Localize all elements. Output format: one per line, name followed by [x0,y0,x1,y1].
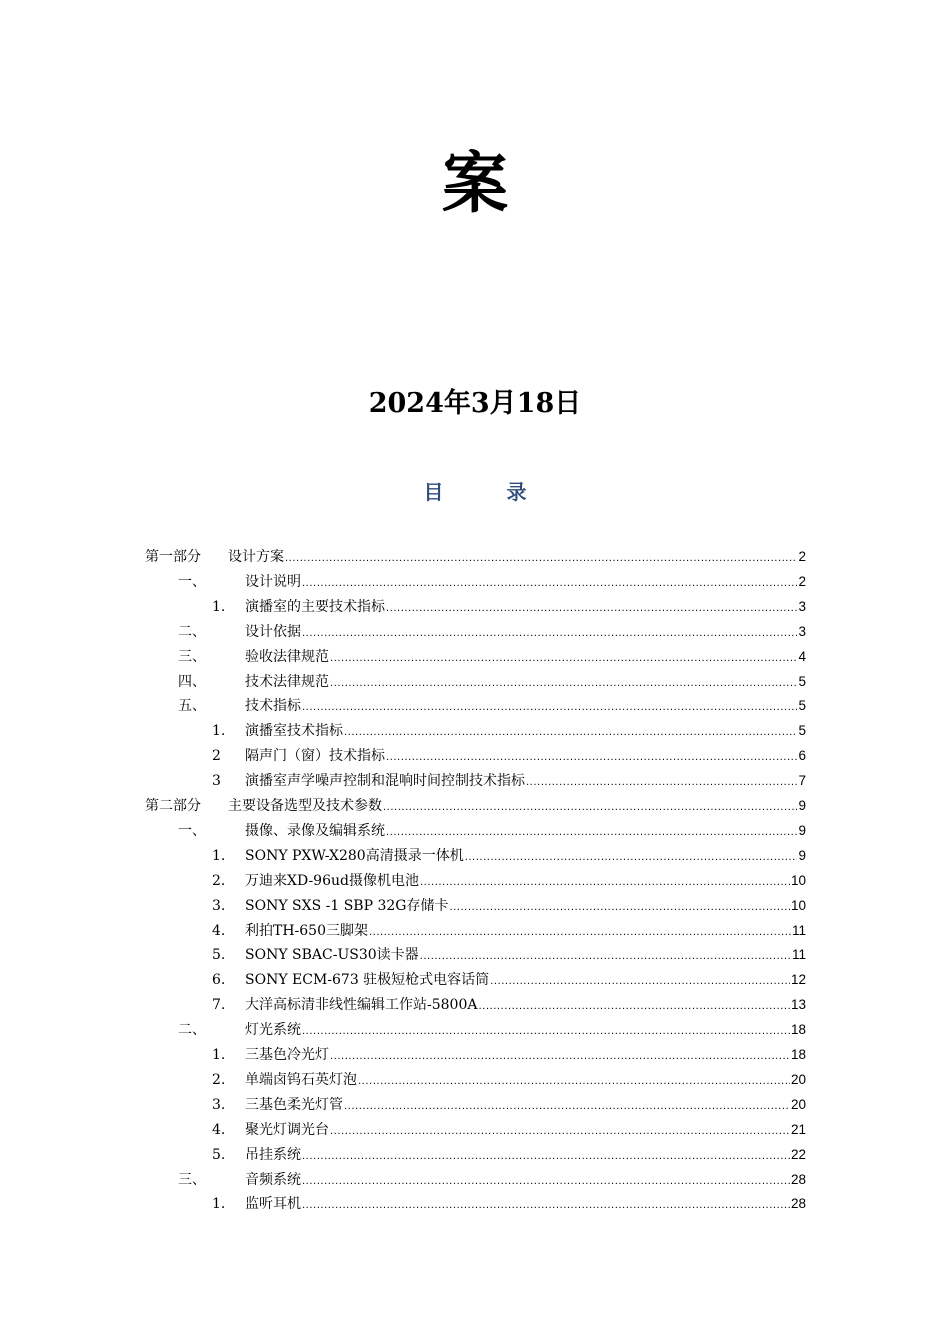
toc-entry[interactable] [212,843,806,868]
toc-leader-dots [386,745,797,770]
toc-entry-title: SONY ECM-673 驻极短枪式电容话筒 [245,972,490,989]
toc-entry-title: SONY SXS -1 SBP 32G存储卡 [245,897,449,914]
toc-entry-number: 6. [212,972,226,989]
toc-entry-number: 1. [212,1196,226,1213]
toc-entry-number: 5. [212,1146,226,1163]
toc-entry-page: 4 [798,648,806,664]
toc-entry-page: 12 [790,972,806,988]
toc-leader-dots [302,571,797,596]
toc-entry-title: 灯光系统 [245,1022,301,1039]
toc-leader-dots [490,969,790,994]
toc-heading: 目 录 [423,480,555,504]
toc-entry-title: 摄像、录像及编辑系统 [245,822,385,839]
toc-entry[interactable] [178,1167,806,1192]
toc-entry-number: 一、 [178,573,206,590]
toc-leader-dots [302,1193,790,1218]
toc-leader-dots [302,1019,790,1044]
toc-entry-number: 4. [212,1121,226,1138]
toc-entry-number: 五、 [178,698,206,715]
toc-entry[interactable] [212,942,806,967]
toc-leader-dots [302,1144,790,1169]
toc-entry[interactable] [212,768,806,793]
toc-leader-dots [285,546,797,571]
toc-entry-page: 3 [798,623,806,639]
toc-entry-number: 四、 [178,673,206,690]
toc-entry[interactable] [145,793,806,818]
toc-entry-number: 4. [212,922,226,939]
toc-entry-page: 5 [798,723,806,739]
toc-entry-title: 利拍TH-650三脚架 [245,922,368,939]
toc-entry-number: 1. [212,723,226,740]
toc-entry[interactable] [212,992,806,1017]
toc-entry-page: 5 [798,698,806,714]
toc-entry[interactable] [212,743,806,768]
toc-entry-page: 2 [798,573,806,589]
toc-entry-number: 二、 [178,1022,206,1039]
toc-entry-page: 2 [798,549,806,564]
toc-entry[interactable] [212,718,806,743]
toc-leader-dots [302,695,797,720]
toc-entry-page: 3 [798,598,806,614]
toc-entry-page: 5 [798,673,806,689]
toc-leader-dots [478,994,789,1019]
toc-entry-page: 13 [790,997,806,1013]
toc-entry[interactable] [178,669,806,694]
toc-entry-title: 三基色柔光灯管 [245,1096,343,1113]
toc-entry-title: 大洋高标清非线性编辑工作站-5800A [245,997,478,1014]
toc-entry-page: 18 [790,1022,806,1038]
toc-entry-page: 11 [791,947,806,963]
toc-entry[interactable] [212,1092,806,1117]
toc-entry-number: 一、 [178,822,206,839]
toc-leader-dots [369,920,791,945]
toc-leader-dots [465,845,798,870]
toc-entry-page: 20 [790,1096,806,1112]
toc-entry-number: 5. [212,947,226,964]
toc-leader-dots [330,646,797,671]
toc-entry[interactable] [212,868,806,893]
toc-entry-page: 10 [790,872,806,888]
toc-leader-dots [526,770,797,795]
toc-entry-number: 3. [212,1096,226,1113]
toc-entry-page: 28 [790,1196,806,1212]
toc-leader-dots [302,621,797,646]
toc-entry[interactable] [178,569,806,594]
toc-entry-page: 21 [790,1121,806,1137]
toc-leader-dots [344,720,797,745]
toc-leader-dots [420,870,790,895]
toc-entry-title: SONY PXW-X280高清摄录一体机 [245,847,464,864]
toc-leader-dots [302,1169,790,1194]
toc-entry-title: 吊挂系统 [245,1146,301,1163]
toc-leader-dots [330,1044,790,1069]
toc-entry-title: 单端卤钨石英灯泡 [245,1071,357,1088]
toc-entry-title: 监听耳机 [245,1196,301,1213]
toc-entry-number: 第一部分 [145,549,201,565]
toc-leader-dots [330,1119,790,1144]
toc-entry[interactable] [212,1142,806,1167]
toc-leader-dots [420,944,791,969]
toc-entry-page: 7 [798,773,806,789]
toc-entry-title: 演播室声学噪声控制和混响时间控制技术指标 [245,773,525,790]
toc-entry-title: 主要设备选型及技术参数 [228,798,382,814]
toc-leader-dots [383,795,797,820]
toc-entry-title: 聚光灯调光台 [245,1121,329,1138]
toc-entry-title: 隔声门（窗）技术指标 [245,748,385,765]
toc-entry-title: 演播室的主要技术指标 [245,598,385,615]
toc-entry-page: 10 [790,897,806,913]
toc-entry-number: 第二部分 [145,798,201,814]
toc-entry-page: 28 [790,1171,806,1187]
toc-entry-title: 演播室技术指标 [245,723,343,740]
toc-entry-title: 技术法律规范 [245,673,329,690]
toc-entry[interactable] [212,893,806,918]
document-date: 2024年3月18日 [368,388,582,419]
toc-entry[interactable] [212,594,806,619]
toc-entry-number: 7. [212,997,226,1014]
toc-entry-title: 万迪来XD-96ud摄像机电池 [245,872,419,889]
toc-entry-number: 3 [212,773,221,790]
toc-entry[interactable] [178,619,806,644]
toc-entry-page: 9 [798,798,806,813]
toc-leader-dots [344,1094,790,1119]
toc-entry-number: 三、 [178,648,206,665]
document-title: 案 [442,144,508,222]
toc-entry-page: 9 [798,847,806,863]
toc-entry-number: 三、 [178,1171,206,1188]
toc-entry-title: SONY SBAC-US30读卡器 [245,947,419,964]
toc-entry[interactable] [178,693,806,718]
toc-entry[interactable] [178,818,806,843]
toc-leader-dots [330,671,797,696]
toc-entry-title: 技术指标 [245,698,301,715]
toc-entry-page: 9 [798,822,806,838]
toc-leader-dots [386,596,797,621]
toc-entry[interactable] [178,644,806,669]
toc-entry-page: 11 [791,922,806,938]
toc-entry-number: 2. [212,1071,226,1088]
toc-entry-title: 音频系统 [245,1171,301,1188]
toc-entry-number: 1. [212,1047,226,1063]
toc-entry[interactable] [212,1191,806,1216]
toc-entry-title: 验收法律规范 [245,648,329,665]
toc-entry-page: 18 [790,1047,806,1062]
toc-entry-number: 1. [212,598,226,615]
toc-entry-title: 设计方案 [228,549,284,565]
toc-entry-page: 20 [790,1071,806,1087]
toc-entry-title: 设计说明 [245,573,301,590]
toc-entry[interactable] [145,544,806,569]
toc-entry-page: 22 [790,1146,806,1162]
toc-entry-number: 1. [212,847,226,864]
toc-entry-number: 2. [212,872,226,889]
toc-entry[interactable] [212,1117,806,1142]
toc-entry[interactable] [212,1067,806,1092]
toc-entry[interactable] [212,967,806,992]
toc-entry-number: 2 [212,748,221,765]
toc-entry-page: 6 [798,748,806,764]
toc-entry-number: 二、 [178,623,206,640]
toc-leader-dots [358,1069,790,1094]
toc-leader-dots [386,820,797,845]
toc-entry-title: 三基色冷光灯 [245,1047,329,1063]
toc-entry-title: 设计依据 [245,623,301,640]
toc-entry[interactable] [178,1017,806,1042]
toc-leader-dots [449,895,790,920]
toc-entry[interactable] [212,918,806,943]
toc-entry[interactable] [212,1042,806,1067]
toc-entry-number: 3. [212,897,226,914]
